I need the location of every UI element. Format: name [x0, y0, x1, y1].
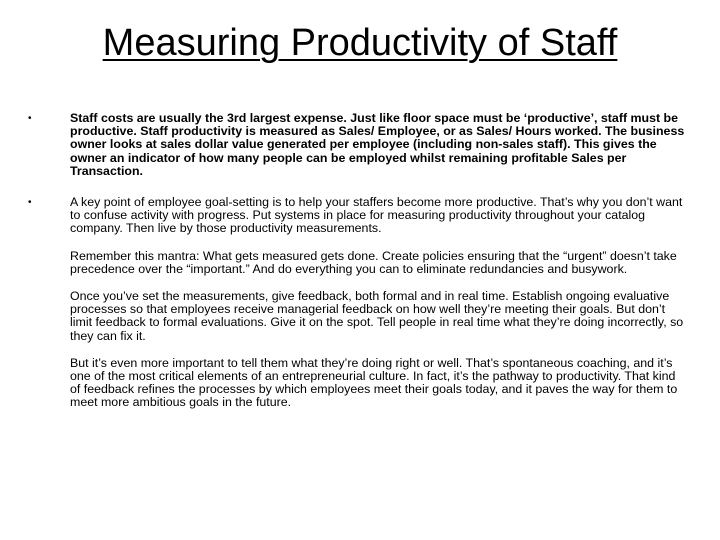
paragraph-feedback: Once you’ve set the measurements, give feedback, both formal and in real time. Establish ongoing evaluative processes so that employees receive managerial feedback on how well they’re meeting their goals. But don’t limit feedback to formal evaluations. Give it on the spot. Tell people in real time what they’re doing incorrectly, so they can fix it. — [70, 289, 684, 343]
spacer — [28, 343, 688, 357]
bullet-marker: • — [28, 197, 32, 209]
slide-title: Measuring Productivity of Staff — [102, 22, 618, 64]
bullet-marker: • — [28, 113, 32, 124]
bullet-text-goal-setting: A key point of employee goal-setting is to help your staffers become more productive. That’s why you don’t want to confuse activity with progress. Put systems in place for measuring productivity throughout your catalog company. Then live by those productivity measurements. — [70, 195, 683, 236]
paragraph-coaching: But it’s even more important to tell them what they’re doing right or well. That’s spontaneous coaching, and it’s one of the most critical elements of an entrepreneurial culture. In fact, it’s the pathway to productivity. That kind of feedback refines the processes by which employees meet their goals today, and it paves the way for them to meet more ambitious goals in the future. — [70, 355, 678, 410]
slide-body — [28, 112, 688, 410]
bullet-text-staff-costs: Staff costs are usually the 3rd largest expense. Just like floor space must be ‘productive’, staff must be productive. Staff productivity is measured as Sales/ Employee, or as Sales/ Hours worked. The business owner looks at sales dollar value generated per employee (including non-sales staff). This gives the owner an indicator of how many people can be employed whilst remaining profitable Sales per Transaction. — [70, 111, 685, 178]
spacer — [28, 276, 688, 290]
spacer — [28, 178, 688, 196]
bullet-item-staff-costs — [28, 112, 688, 178]
bullet-item-goal-setting — [28, 196, 688, 236]
paragraph-mantra: Remember this mantra: What gets measured gets done. Create policies ensuring that the “urgent” doesn’t take precedence over the “important.” And do everything you can to eliminate redundancies and busywork. — [70, 248, 677, 276]
spacer — [28, 236, 688, 250]
